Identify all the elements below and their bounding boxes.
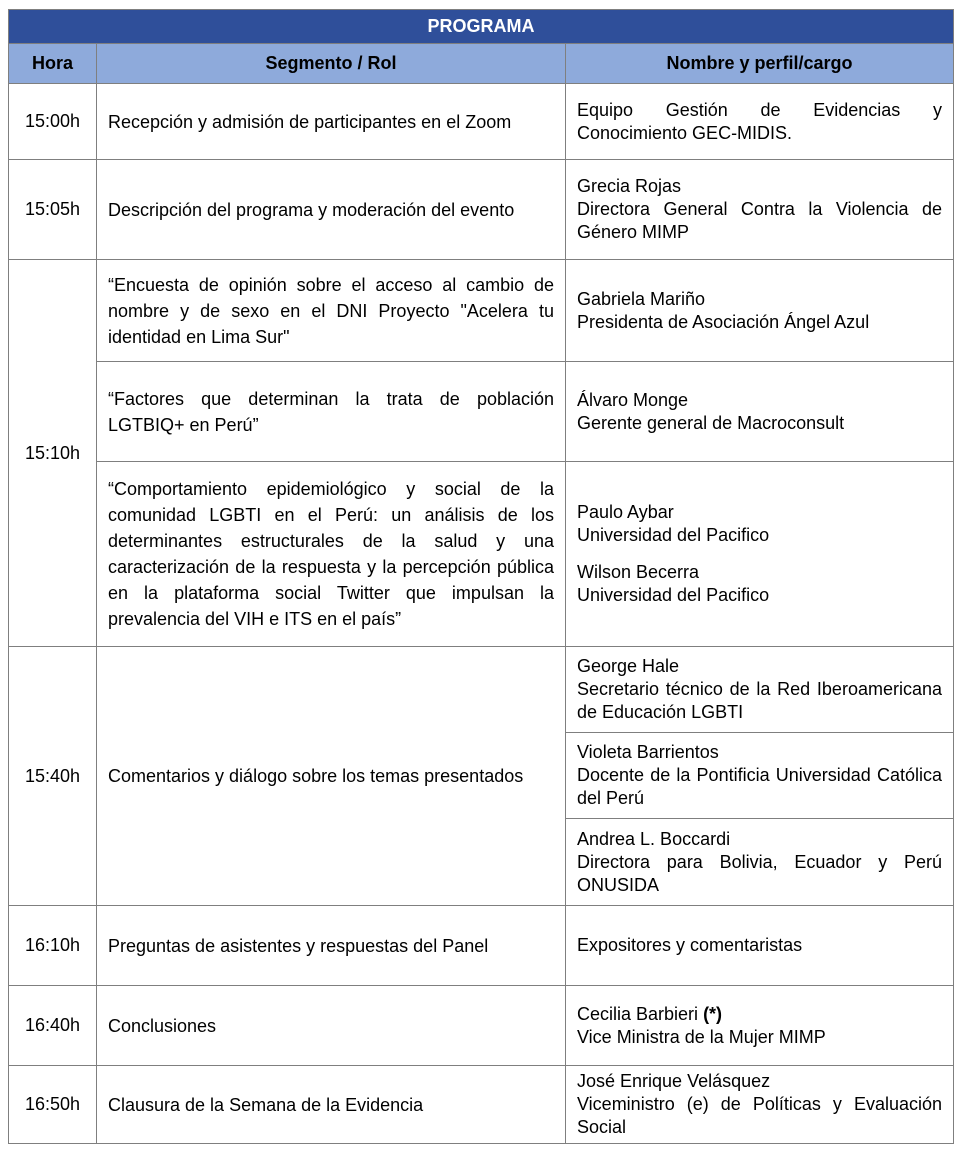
person-name: Violeta Barrientos [577, 742, 719, 762]
table-row [9, 260, 954, 362]
row-time: 15:05h [9, 160, 97, 260]
table-row [9, 84, 954, 160]
table-row [9, 906, 954, 986]
row-people [566, 647, 954, 733]
person-name: Andrea L. Boccardi [577, 828, 731, 849]
person-role: Viceministro (e) de Políticas y Evaluación Social [577, 1094, 942, 1137]
table-row [9, 647, 954, 733]
person-line: Equipo Gestión de Evidencias y [577, 99, 942, 120]
row-people [566, 362, 954, 462]
table-row [9, 1066, 954, 1144]
row-people [566, 906, 954, 986]
person-role: Secretario técnico de la Red Iberoamericana de Educación LGBTI [577, 679, 942, 722]
row-people [566, 84, 954, 160]
person-name: Wilson Becerra [577, 562, 700, 582]
table-row [9, 362, 954, 462]
row-segment: “Factores que determinan la trata de población LGTBIQ+ en Perú” [97, 362, 566, 462]
person-name: Expositores y comentaristas [577, 935, 803, 955]
person-name: Gabriela Mariño [577, 288, 706, 309]
person-name: Cecilia Barbieri [577, 1003, 699, 1024]
column-header-row [9, 44, 954, 84]
person-role: Presidenta de Asociación Ángel Azul [577, 311, 870, 332]
row-time: 15:10h [9, 260, 97, 647]
person-name: Paulo Aybar [577, 502, 674, 522]
person-name: Álvaro Monge [577, 389, 689, 410]
header-segmento: Segmento / Rol [97, 44, 566, 84]
row-segment: “Comportamiento epidemiológico y social de la comunidad LGBTI en el Perú: un análisis de los determinantes estructurales de la salud y una caracterización de la respuesta y la percepción pública en la plataforma social Twitter que impulsan la prevalencia del VIH e ITS en el país” [97, 462, 566, 647]
person-line: Conocimiento GEC-MIDIS. [577, 122, 793, 143]
person-role: Universidad del Pacifico [577, 525, 770, 545]
person-role: Vice Ministra de la Mujer MIMP [577, 1026, 826, 1047]
row-time: 15:40h [9, 647, 97, 906]
header-hora: Hora [9, 44, 97, 84]
table-row [9, 160, 954, 260]
row-people [566, 462, 954, 647]
row-time: 16:40h [9, 986, 97, 1066]
row-people [566, 1066, 954, 1144]
row-people [566, 160, 954, 260]
person-role: Universidad del Pacifico [577, 585, 770, 605]
programa-table [8, 9, 954, 1144]
person-role: Gerente general de Macroconsult [577, 412, 845, 433]
row-segment: Conclusiones [97, 986, 566, 1066]
person-name-line [577, 1003, 942, 1026]
person-name: Grecia Rojas [577, 176, 682, 196]
row-time: 16:50h [9, 1066, 97, 1144]
table-title: PROGRAMA [9, 10, 954, 44]
row-segment: Recepción y admisión de participantes en el Zoom [97, 84, 566, 160]
row-segment: “Encuesta de opinión sobre el acceso al cambio de nombre y de sexo en el DNI Proyecto "Acelera tu identidad en Lima Sur" [97, 260, 566, 362]
footnote-mark: (*) [703, 1003, 723, 1024]
person-name: George Hale [577, 656, 680, 676]
table-row [9, 986, 954, 1066]
row-segment: Comentarios y diálogo sobre los temas presentados [97, 647, 566, 906]
row-segment: Preguntas de asistentes y respuestas del Panel [97, 906, 566, 986]
table-banner-row [9, 10, 954, 44]
person-role: Docente de la Pontificia Universidad Católica del Perú [577, 765, 942, 808]
table-row [9, 462, 954, 647]
person-role: Directora para Bolivia, Ecuador y Perú ONUSIDA [577, 851, 942, 895]
row-people [566, 260, 954, 362]
row-segment: Descripción del programa y moderación del evento [97, 160, 566, 260]
row-time: 15:00h [9, 84, 97, 160]
person-role: Directora General Contra la Violencia de Género MIMP [577, 199, 942, 242]
row-people [566, 733, 954, 819]
row-time: 16:10h [9, 906, 97, 986]
person-name: José Enrique Velásquez [577, 1071, 771, 1091]
row-people [566, 819, 954, 906]
row-people [566, 986, 954, 1066]
row-segment: Clausura de la Semana de la Evidencia [97, 1066, 566, 1144]
header-nombre: Nombre y perfil/cargo [566, 44, 954, 84]
